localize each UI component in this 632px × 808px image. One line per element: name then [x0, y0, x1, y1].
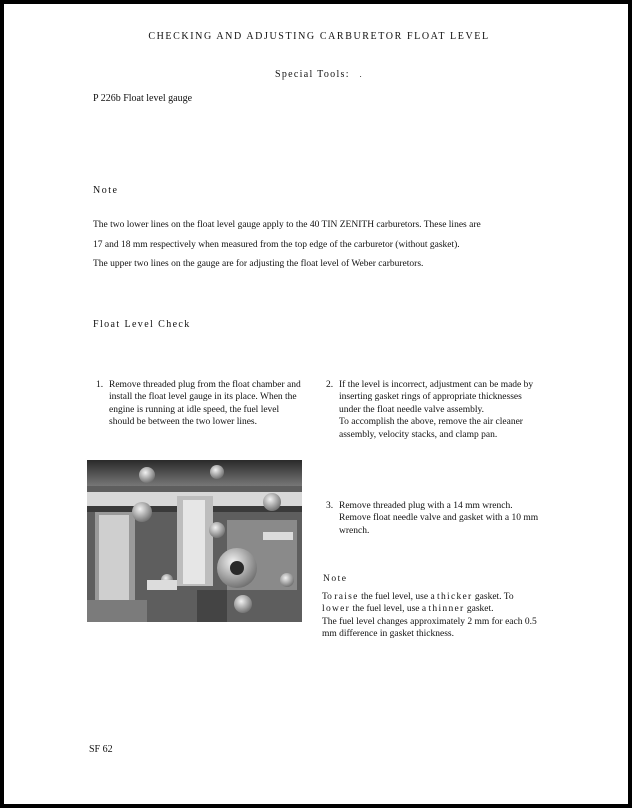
page-title: CHECKING AND ADJUSTING CARBURETOR FLOAT LEVEL [148, 31, 490, 42]
note2-thinner: thinner [428, 604, 465, 615]
float-level-check-heading: Float Level Check [93, 319, 191, 330]
note2-paragraph-2: The fuel level changes approximately 2 mm for each 0.5 mm difference in gasket thickness. [322, 616, 537, 640]
special-tools-mark: . [359, 70, 363, 79]
step-1-text: Remove threaded plug from the float chamber and install the float level gauge in its place. When the engine is running at idle speed, the fuel level should be between the two lower lines. [109, 380, 301, 428]
carburetor-photo [87, 460, 302, 622]
note2-text-g: the fuel level, use a [352, 604, 427, 615]
note-line-3: The upper two lines on the gauge are for adjusting the float level of Weber carburetors. [93, 259, 424, 269]
step-1 [96, 379, 306, 429]
note-line-1: The two lower lines on the float level gauge apply to the 40 TIN ZENITH carburetors. These lines are [93, 220, 481, 230]
note2-text-e: gasket. To [474, 592, 514, 602]
note-heading: Note [93, 185, 119, 196]
note2-heading: Note [323, 574, 348, 584]
step-3-text: Remove threaded plug with a 14 mm wrench. Remove float needle valve and gasket with a 10 mm wrench. [339, 501, 539, 536]
step-3-number: 3. [326, 501, 334, 511]
tool-item: P 226b Float level gauge [93, 93, 193, 104]
step-2 [326, 379, 541, 441]
step-2-number: 2. [326, 380, 334, 390]
step-1-number: 1. [96, 380, 104, 390]
special-tools-label: Special Tools: [275, 69, 350, 80]
special-tools-heading [275, 69, 363, 80]
page-footer: SF 62 [89, 744, 113, 755]
note2-text-i: gasket. [466, 604, 494, 615]
note-line-2: 17 and 18 mm respectively when measured from the top edge of the carburetor (without gasket). [93, 240, 460, 250]
note2-paragraph-1 [322, 591, 542, 616]
note2-text-c: the fuel level, use a [361, 592, 435, 602]
step-3 [326, 500, 541, 537]
note2-thicker: thicker [437, 592, 473, 602]
step-2-text: If the level is incorrect, adjustment can be made by inserting gasket rings of appropriate thicknesses under the float needle valve assembly. [339, 380, 534, 415]
document-page [4, 4, 628, 804]
note2-lower: lower [322, 604, 351, 615]
note2-raise: raise [334, 592, 359, 602]
note2-body [322, 591, 542, 641]
note2-text-a: To [322, 592, 332, 602]
step-2-text-continued: To accomplish the above, remove the air cleaner assembly, velocity stacks, and clamp pan. [339, 417, 523, 440]
